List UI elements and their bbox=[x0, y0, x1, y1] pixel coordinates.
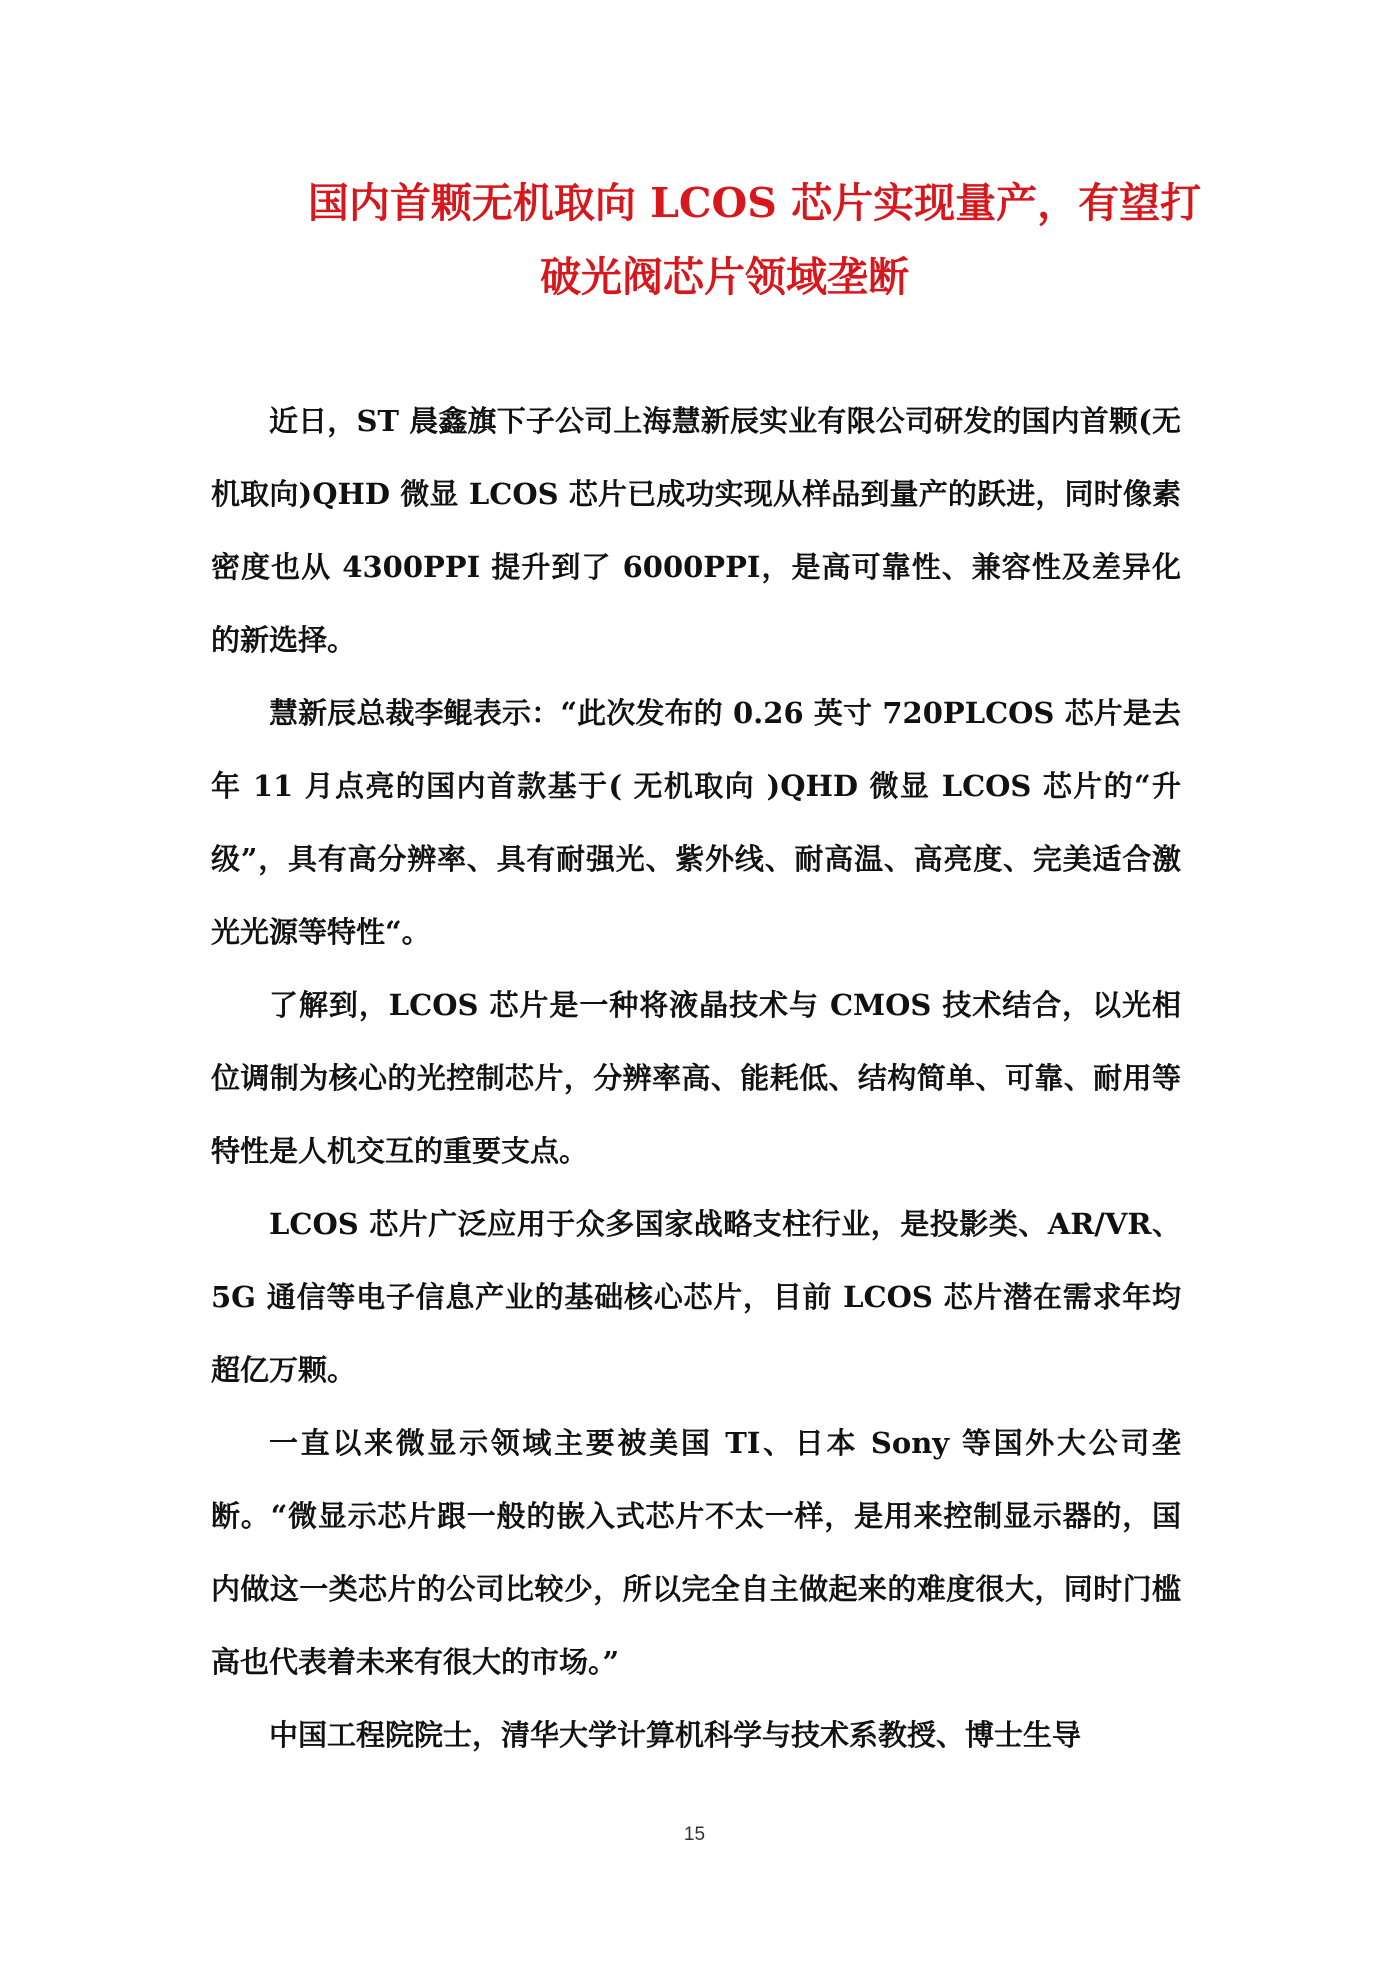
title-line-1: 国内首颗无机取向 LCOS 芯片实现量产，有望打 bbox=[307, 179, 1202, 227]
paragraph-3: 了解到，LCOS 芯片是一种将液晶技术与 CMOS 技术结合，以光相位调制为核心的光控制芯片，分辨率高、能耗低、结构简单、可靠、耐用等特性是人机交互的重要支点。 bbox=[211, 988, 1181, 1168]
paragraph-1: 近日，ST 晨鑫旗下子公司上海慧新辰实业有限公司研发的国内首颗(无机取向)QHD 微显 LCOS 芯片已成功实现从样品到量产的跃进，同时像素密度也从 4300PPI 提升到了 6000PPI，是高可靠性、兼容性及差异化的新选择。 bbox=[211, 404, 1181, 657]
paragraph-5: 一直以来微显示领域主要被美国 TI、日本 Sony 等国外大公司垄断。“微显示芯片跟一般的嵌入式芯片不太一样，是用来控制显示器的，国内做这一类芯片的公司比较少，所以完全自主做起来的难度很大，同时门槛高也代表着未来有很大的市场。” bbox=[211, 1426, 1181, 1679]
paragraph-2: 慧新辰总裁李鲲表示：“此次发布的 0.26 英寸 720PLCOS 芯片是去年 11 月点亮的国内首款基于( 无机取向 )QHD 微显 LCOS 芯片的“升级”，具有高分辨率、具有耐强光、紫外线、耐高温、高亮度、完美适合激光光源等特性“。 bbox=[211, 696, 1181, 949]
title-line-2: 破光阀芯片领域垄断 bbox=[540, 253, 909, 301]
article-body bbox=[211, 385, 1181, 1772]
page-number: 15 bbox=[683, 1824, 706, 1845]
article-title bbox=[0, 166, 1389, 314]
paragraph-6: 中国工程院院士，清华大学计算机科学与技术系教授、博士生导 bbox=[269, 1718, 1082, 1752]
paragraph-4: LCOS 芯片广泛应用于众多国家战略支柱行业，是投影类、AR/VR、5G 通信等电子信息产业的基础核心芯片，目前 LCOS 芯片潜在需求年均超亿万颗。 bbox=[211, 1207, 1181, 1387]
